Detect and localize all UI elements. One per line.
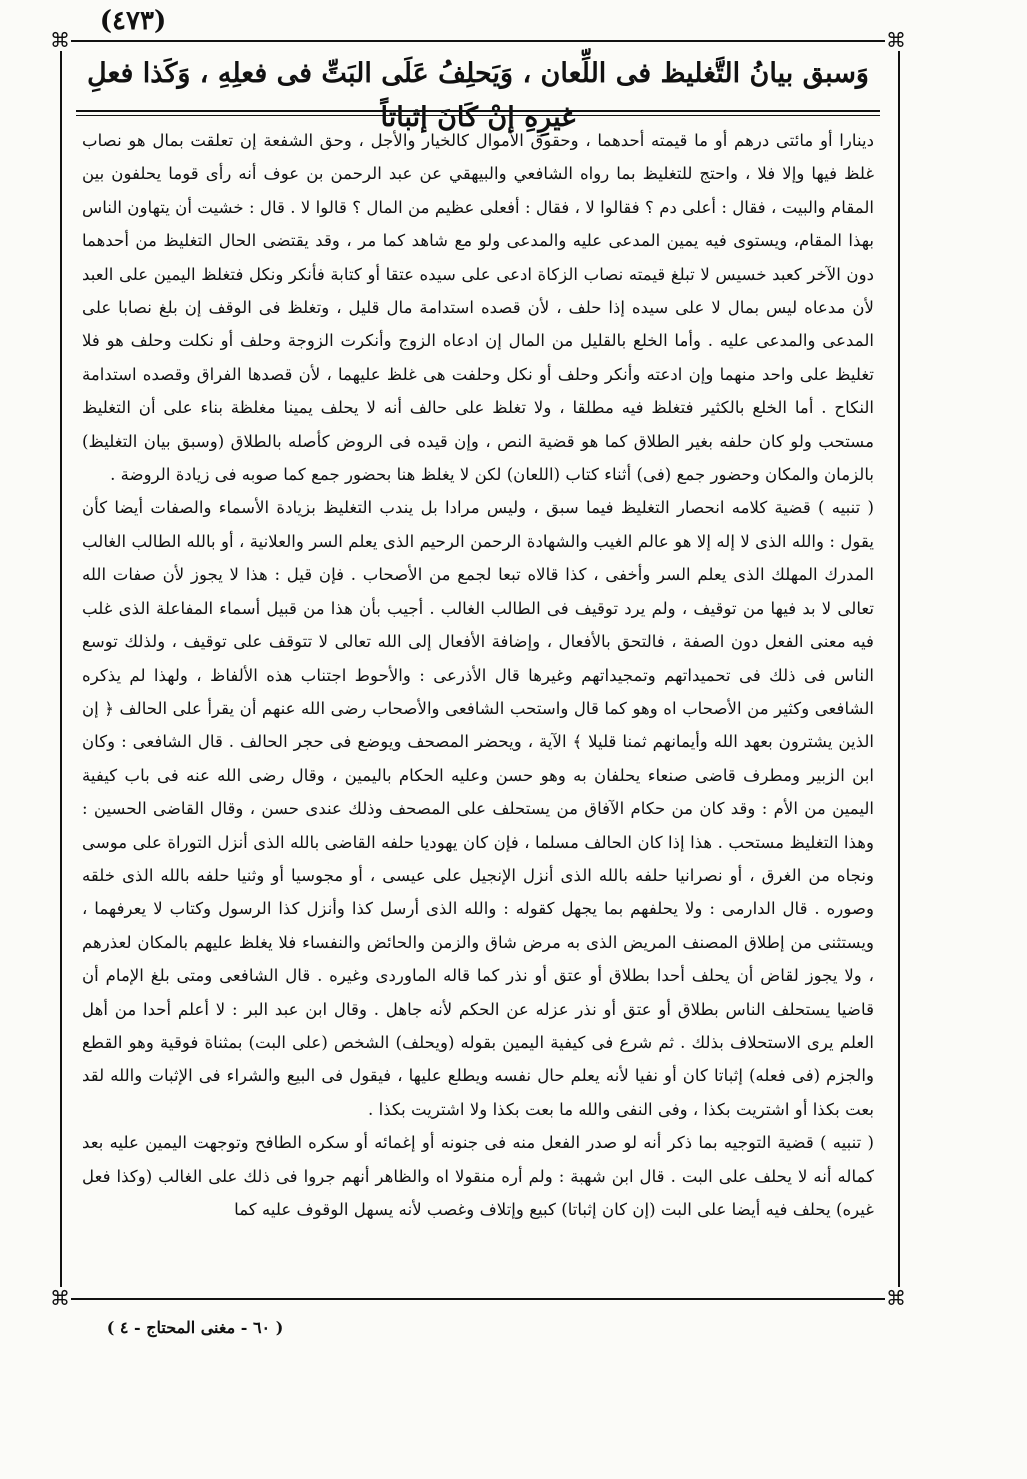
- page-number: (٤٧٣): [99, 6, 167, 36]
- corner-ornament-icon: ⌘: [886, 28, 906, 52]
- header-rule-thin: [76, 115, 880, 116]
- matn-header: وَسبق بيانُ التَّغليظ فى اللِّعان ، وَيَحلِفُ عَلَى البَتِّ فى فعلِهِ ، وَكَذا فعلِ غيرِهِ إنْ كَانَ إثباتاً: [87, 58, 869, 133]
- signature-footnote: ( ٦٠ - مغنى المحتاج - ٤ ): [106, 1318, 284, 1337]
- paragraph: ( تنبيه ) قضية التوجيه بما ذكر أنه لو صدر الفعل منه فى جنونه أو إغمائه أو سكره الطافح وتوجهت اليمين عليه بعد كماله أنه لا يحلف على البت . قال ابن شهبة : ولم أره منقولا اه والظاهر أنهم جروا فى ذلك على الغالب (وكذا فعل غيره) يحلف فيه أيضا على البت (إن كان إثباتا) كبيع وإتلاف وغصب لأنه يسهل الوقوف عليه كما: [82, 1133, 874, 1219]
- frame-top-border: [60, 40, 896, 42]
- corner-ornament-icon: ⌘: [50, 1286, 70, 1310]
- paragraph: ( تنبيه ) قضية كلامه انحصار التغليظ فيما سبق ، وليس مرادا بل يندب التغليظ بزيادة الأسماء والصفات أيضا كأن يقول : والله الذى لا إله إلا هو عالم الغيب والشهادة الرحمن الرحيم الذى يعلم السر والعلانية ، أو بالله الطالب الغالب المدرك المهلك الذى يعلم السر وأخفى ، كذا قالاه تبعا لجمع من الأصحاب . فإن قيل : هذا لا يجوز لأن صفات الله تعالى لا بد فيها من توقيف ، ولم يرد توقيف فى الطالب الغالب . أجيب بأن هذا من قبيل أسماء المفاعلة الذى غلب فيه معنى الفعل دون الصفة ، فالتحق بالأفعال ، وإضافة الأفعال إلى الله تعالى لا تتوقف على توقيف ، ولذلك توسع الناس فى ذلك فى تحميداتهم وتمجيداتهم وغيرها قال الأذرعى : والأحوط اجتناب هذه الألفاظ ، ولهذا لم يذكره الشافعى وكثير من الأصحاب اه وهو كما قال واستحب الشافعى والأصحاب رضى الله عنهم أن يقرأ على الحالف ﴿ إن الذين يشترون بعهد الله وأيمانهم ثمنا قليلا ﴾ الآية ، ويحضر المصحف ويوضع فى حجر الحالف . قال الشافعى : وكان ابن الزبير ومطرف قاضى صنعاء يحلفان به وهو حسن وعليه الحكام باليمين ، وقال رضى الله عنه فى باب كيفية اليمين من الأم : وقد كان من حكام الآفاق من يستحلف على المصحف وذلك عندى حسن ، وقال القاضى الحسين : وهذا التغليظ مستحب . هذا إذا كان الحالف مسلما ، فإن كان يهوديا حلفه القاضى بالله الذى أنزل التوراة على موسى ونجاه من الغرق ، أو نصرانيا حلفه بالله الذى أنزل الإنجيل على عيسى ، أو مجوسيا أو وثنيا حلفه بالله الذى خلقه وصوره . قال الدارمى : ولا يحلفهم بما يجهل كقوله : والله الذى أرسل كذا وأنزل كذا الرسول وكتاب لا يعرفهما ، ويستثنى من إطلاق المصنف المريض الذى به مرض شاق والزمن والحائض والنفساء فلا يغلظ عليهم بالمكان لعذرهم ، ولا يجوز لقاض أن يحلف أحدا بطلاق أو عتق أو نذر كما قاله الماوردى وغيره . قال الشافعى ومتى بلغ الإمام أن قاضيا يستحلف الناس بطلاق أو عتق أو نذر عزله عن الحكم لأنه جاهل . وقال ابن عبد البر : لا أعلم أحدا من أهل العلم يرى الاستحلاف بذلك . ثم شرع فى كيفية اليمين بقوله (ويحلف) الشخص (على البت) بمثناة فوقية وهو القطع والجزم (فى فعله) إثباتا كان أو نفيا لأنه يعلم حال نفسه ويطلع عليها ، فيقول فى البيع والشراء فى الإثبات والله لقد بعت بكذا أو اشتريت بكذا ، وفى النفى والله ما بعت بكذا ولا اشتريت بكذا .: [82, 498, 874, 1119]
- paragraph: دينارا أو مائتى درهم أو ما قيمته أحدهما ، وحقوق الأموال كالخيار والأجل ، وحق الشفعة إن تعلقت بمال هو نصاب غلظ فيها وإلا فلا ، واحتج للتغليظ بما رواه الشافعي والبيهقي عن عبد الرحمن بن عوف أنه رأى قوما يحلفون بين المقام والبيت ، فقال : أعلى دم ؟ فقالوا لا ، فقال : أفعلى عظيم من المال ؟ قالوا لا . قال : خشيت أن يتهاون الناس بهذا المقام، ويستوى فيه يمين المدعى عليه والمدعى ولو مع شاهد كما مر ، وقد يقتضى الحال التغليظ من أحدهما دون الآخر كعبد خسيس لا تبلغ قيمته نصاب الزكاة ادعى على سيده عتقا أو كتابة فأنكر ونكل فتغلظ اليمين على العبد لأن مدعاه ليس بمال لا على سيده إذا حلف ، لأن قصده استدامة مال قليل ، وتغلظ فى الوقف إن بلغ نصابا على المدعى والمدعى عليه . وأما الخلع بالقليل من المال إن ادعاه الزوج وأنكرت الزوجة وحلف أو نكلت وحلف هو فلا تغليظ على واحد منهما وإن ادعته وأنكر وحلف أو نكل وحلفت هى غلظ عليهما ، لأن قصدها الفراق وقصده استدامة النكاح . أما الخلع بالكثير فتغلظ فيه مطلقا ، ولا تغلظ على حالف أنه لا يحلف يمينا مغلظة بناء على أن التغليظ مستحب ولو كان حلفه بغير الطلاق كما هو قضية النص ، وإن قيده فى الروض كأصله بالطلاق (وسبق بيان التغليظ) بالزمان والمكان وحضور جمع (فى) أثناء كتاب (اللعان) لكن لا يغلظ هنا بحضور جمع كما صوبه فى زيادة الروضة .: [82, 131, 874, 485]
- corner-ornament-icon: ⌘: [50, 28, 70, 52]
- header-rule: [76, 110, 880, 112]
- commentary-body: [82, 124, 874, 1290]
- corner-ornament-icon: ⌘: [886, 1286, 906, 1310]
- frame-bottom-border: [60, 1298, 896, 1300]
